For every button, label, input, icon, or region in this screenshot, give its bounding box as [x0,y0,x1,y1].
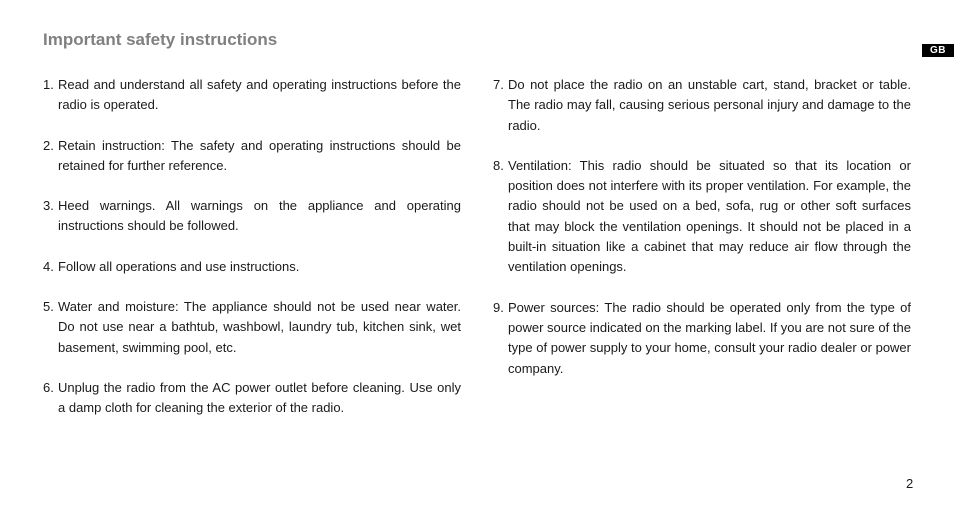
instruction-item-6 [43,378,461,419]
item-text: Ventilation: This radio should be situated so that its location or position does not interfere with its proper ventilation. For example, the radio should not be used on a bed, sofa, rug or other soft surfaces that may block the ventilation openings. It should not be placed in a built-in situation like a cabinet that may reduce air flow through the ventilation openings. [508,157,911,275]
item-text: Power sources: The radio should be operated only from the type of power source indicated on the marking label. If you are not sure of the type of power supply to your home, consult your radio dealer or power company. [508,299,911,376]
instruction-item-7 [493,75,911,136]
left-column [43,75,461,439]
instruction-item-5 [43,297,461,358]
item-text: Do not place the radio on an unstable cart, stand, bracket or table. The radio may fall, causing serious personal injury and damage to the radio. [508,77,911,133]
item-text: Heed warnings. All warnings on the appliance and operating instructions should be followed. [58,198,461,234]
item-number: 4. [43,258,54,274]
instruction-item-1 [43,75,461,116]
language-badge: GB [922,44,954,57]
instruction-item-3 [43,196,461,237]
item-text: Unplug the radio from the AC power outlet before cleaning. Use only a damp cloth for cleaning the exterior of the radio. [58,379,461,416]
instruction-item-4 [43,257,461,277]
item-number: 6. [43,379,54,395]
item-number: 5. [43,299,54,315]
item-number: 1. [43,77,54,92]
item-number: 7. [493,77,504,92]
instruction-item-8 [493,156,911,278]
item-number: 8. [493,157,504,173]
instruction-item-2 [43,136,461,177]
page-number: 2 [906,476,914,491]
item-number: 2. [43,137,54,153]
item-text: Follow all operations and use instructions. [58,258,300,274]
item-number: 9. [493,299,504,315]
page-title: Important safety instructions [43,30,278,49]
item-text: Retain instruction: The safety and operating instructions should be retained for further reference. [58,137,461,173]
item-text: Read and understand all safety and operating instructions before the radio is operated. [58,77,461,113]
item-number: 3. [43,198,54,214]
item-text: Water and moisture: The appliance should not be used near water. Do not use near a bathtub, washbowl, laundry tub, kitchen sink, wet basement, swimming pool, etc. [58,299,461,355]
right-column [493,75,911,399]
instruction-item-9 [493,298,911,379]
